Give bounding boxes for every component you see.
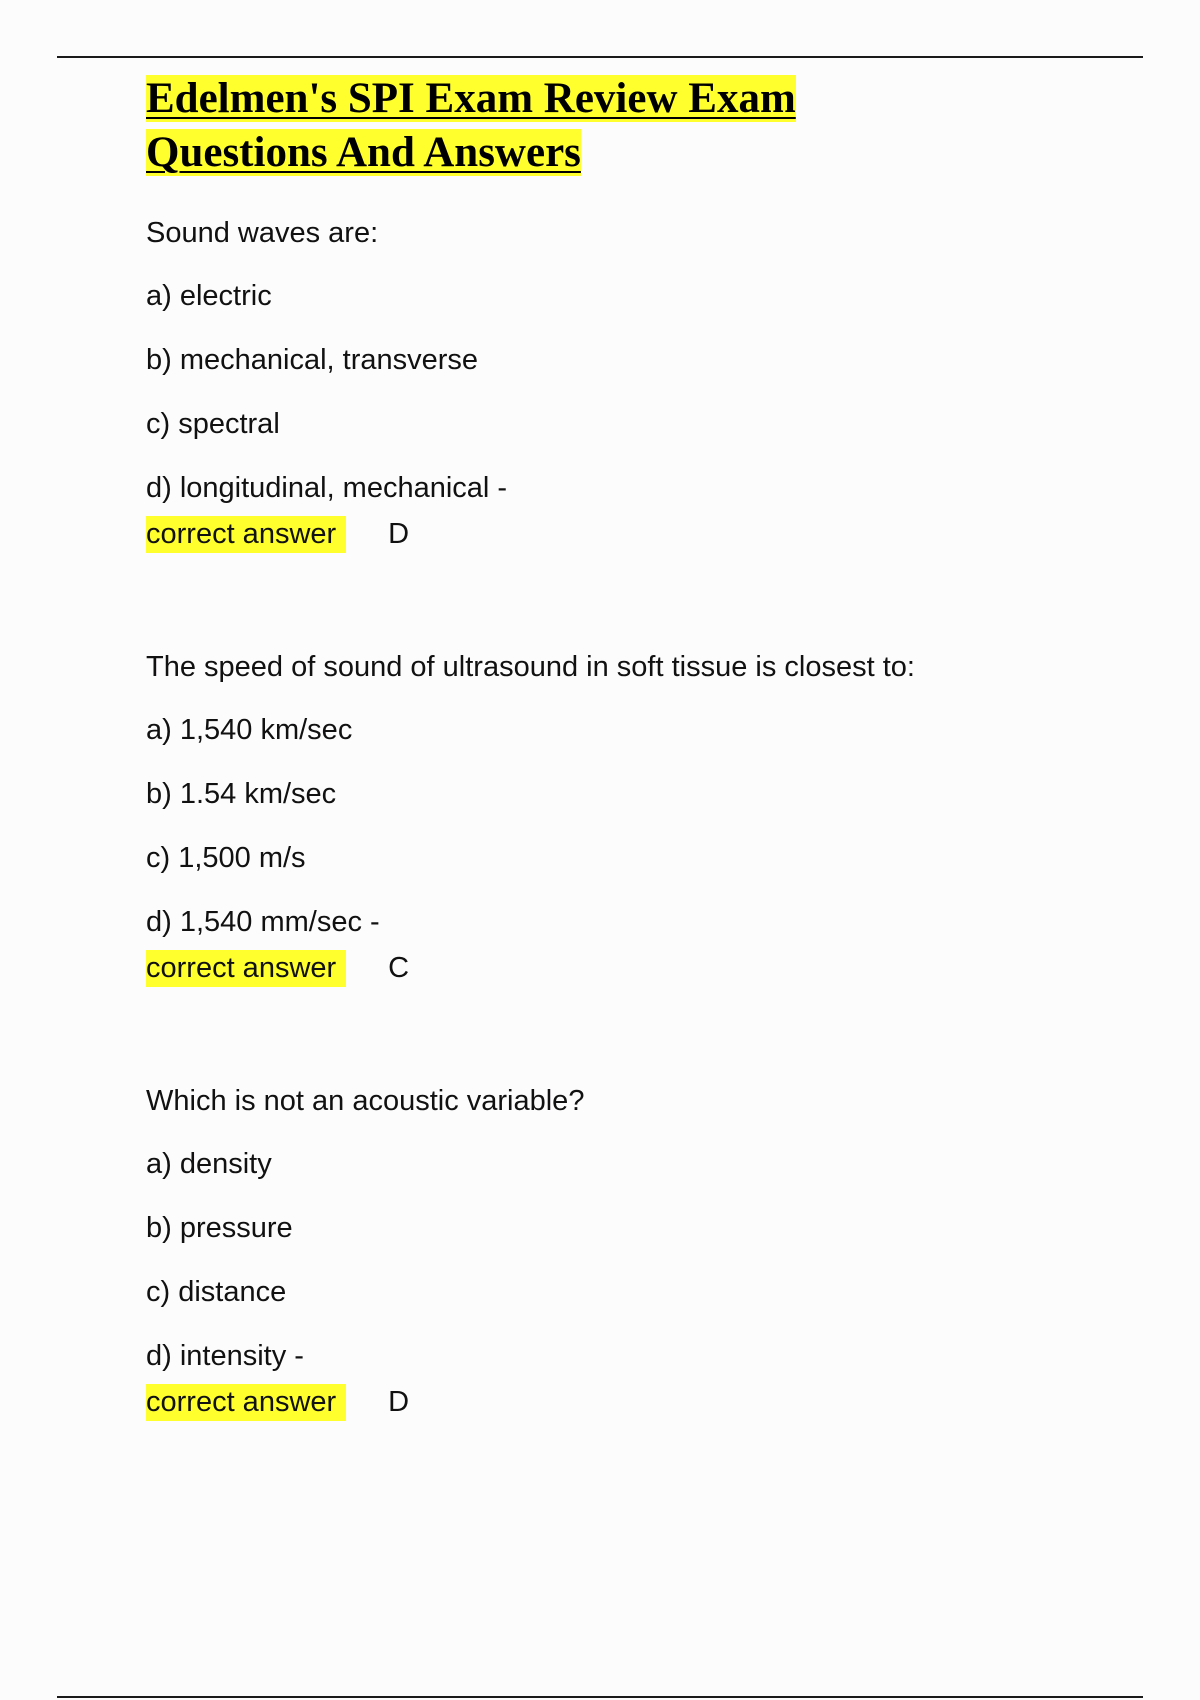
question-text: Which is not an acoustic variable? <box>146 1085 585 1117</box>
question-text: Sound waves are: <box>146 217 379 249</box>
option-d: d) longitudinal, mechanical - <box>146 472 508 504</box>
answer-line <box>146 1384 1146 1421</box>
option-a: a) electric <box>146 280 272 312</box>
option-c: c) spectral <box>146 408 280 440</box>
answer-label: correct answer <box>146 1384 346 1421</box>
page-title <box>146 72 1146 180</box>
option-b: b) mechanical, transverse <box>146 344 479 376</box>
header-rule <box>57 56 1143 58</box>
answer-line <box>146 516 1146 553</box>
option-b: b) pressure <box>146 1212 293 1244</box>
option-a: a) density <box>146 1148 272 1180</box>
option-a: a) 1,540 km/sec <box>146 714 353 746</box>
option-c: c) distance <box>146 1276 287 1308</box>
title-line-1: Edelmen's SPI Exam Review Exam <box>146 75 796 122</box>
answer-value: D <box>388 518 410 550</box>
answer-label: correct answer <box>146 516 346 553</box>
question-block <box>146 650 1146 987</box>
footer-rule <box>57 1696 1143 1698</box>
question-block <box>146 1084 1146 1421</box>
option-d: d) 1,540 mm/sec - <box>146 906 380 938</box>
answer-label: correct answer <box>146 950 346 987</box>
answer-value: D <box>388 1386 410 1418</box>
answer-line <box>146 950 1146 987</box>
option-b: b) 1.54 km/sec <box>146 778 337 810</box>
question-block <box>146 216 1146 553</box>
document-body <box>146 72 1146 180</box>
option-d: d) intensity - <box>146 1340 304 1372</box>
option-c: c) 1,500 m/s <box>146 842 306 874</box>
title-line-2: Questions And Answers <box>146 129 581 176</box>
answer-value: C <box>388 952 410 984</box>
question-text: The speed of sound of ultrasound in soft tissue is closest to: <box>146 651 915 683</box>
